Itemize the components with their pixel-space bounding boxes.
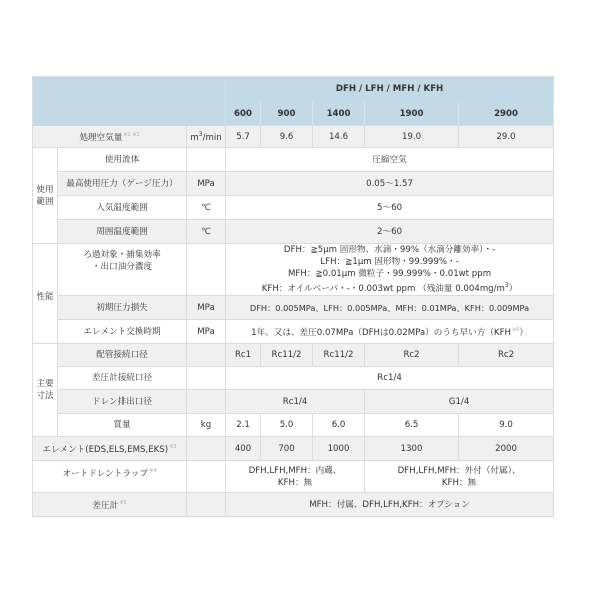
element-unit xyxy=(187,437,226,461)
mass-2900: 9.0 xyxy=(459,414,554,437)
flow-1400: 14.6 xyxy=(313,126,365,148)
inlet-temp-label: 入気温度範囲 xyxy=(58,196,187,220)
element-900: 700 xyxy=(261,437,313,461)
flow-600: 5.7 xyxy=(226,126,261,148)
row-fluid xyxy=(33,148,554,172)
diff-gauge-unit xyxy=(187,493,226,517)
row-element xyxy=(33,437,554,461)
gauge-port-label: 差圧計接続口径 xyxy=(58,367,187,390)
group-usage: 使用範囲 xyxy=(33,148,58,244)
row-inlet-temp xyxy=(33,196,554,220)
row-diff-gauge xyxy=(33,493,554,517)
initial-loss-unit: MPa xyxy=(187,296,226,320)
pipe-1400: Rc11/2 xyxy=(313,344,365,367)
row-auto-drain xyxy=(33,461,554,493)
mass-1400: 6.0 xyxy=(313,414,365,437)
mass-600: 2.1 xyxy=(226,414,261,437)
model-2900: 2900 xyxy=(459,102,554,126)
element-replace-value: 1年、又は、差圧0.07MPa（DFHは0.02MPa）のうち早い方（KFH$^{※6}$） xyxy=(226,320,554,344)
auto-drain-label: オートドレントラップ$^{※4}$ xyxy=(33,461,187,493)
element-2900: 2000 xyxy=(459,437,554,461)
model-600: 600 xyxy=(226,102,261,126)
mass-1900: 6.5 xyxy=(365,414,459,437)
series-title: DFH / LFH / MFH / KFH xyxy=(226,77,554,102)
diff-gauge-label: 差圧計$^{※5}$ xyxy=(33,493,187,517)
element-600: 400 xyxy=(226,437,261,461)
drain-port-label: ドレン排出口径 xyxy=(58,390,187,414)
row-max-pressure xyxy=(33,172,554,196)
auto-drain-large: DFH,LFH,MFH：外付（付属）、 KFH：無 xyxy=(365,461,554,493)
group-dimensions: 主要寸法 xyxy=(33,344,58,437)
header-blank xyxy=(33,77,226,126)
flow-notes: ※1 ※2 xyxy=(123,132,140,139)
drain-port-unit xyxy=(187,390,226,414)
filtration-unit xyxy=(187,244,226,296)
pipe-1900: Rc2 xyxy=(365,344,459,367)
element-1900: 1300 xyxy=(365,437,459,461)
row-gauge-port xyxy=(33,367,554,390)
ambient-temp-label: 周囲温度範囲 xyxy=(58,220,187,244)
row-ambient-temp xyxy=(33,220,554,244)
pipe-unit xyxy=(187,344,226,367)
row-drain-port xyxy=(33,390,554,414)
row-initial-loss xyxy=(33,296,554,320)
flow-2900: 29.0 xyxy=(459,126,554,148)
element-1400: 1000 xyxy=(313,437,365,461)
element-replace-unit: MPa xyxy=(187,320,226,344)
filtration-value: DFH：≧5μm 固形物、水滴・99%（水滴分離効率）・- LFH：≧1μm 固形物・99.999%・- MFH：≧0.01μm 微粒子・99.999%・0.01wt ppm KFH：オイルベーパ・-・0.003wt ppm （残油量 $0.004mg/m^3$） xyxy=(226,244,554,296)
flow-label: 処理空気量$^{※1 ※2}$ xyxy=(33,126,187,148)
inlet-temp-value: 5～60 xyxy=(226,196,554,220)
row-element-replace xyxy=(33,320,554,344)
pipe-900: Rc11/2 xyxy=(261,344,313,367)
ambient-temp-value: 2～60 xyxy=(226,220,554,244)
gauge-port-value: Rc1/4 xyxy=(226,367,554,390)
drain-port-large: G1/4 xyxy=(365,390,554,414)
mass-label: 質量 xyxy=(58,414,187,437)
ambient-temp-unit: ℃ xyxy=(187,220,226,244)
pipe-label: 配管接続口径 xyxy=(58,344,187,367)
model-1900: 1900 xyxy=(365,102,459,126)
filtration-label: ろ過対象・捕集効率 ・出口油分濃度 xyxy=(58,244,187,296)
diff-gauge-value: MFH：付属、DFH,LFH,KFH：オプション xyxy=(226,493,554,517)
mass-unit: kg xyxy=(187,414,226,437)
row-filtration xyxy=(33,244,554,296)
model-1400: 1400 xyxy=(313,102,365,126)
mass-900: 5.0 xyxy=(261,414,313,437)
group-performance: 性能 xyxy=(33,244,58,344)
flow-unit: $m^3/\min$ xyxy=(187,126,226,148)
fluid-label: 使用流体 xyxy=(58,148,187,172)
spec-table xyxy=(32,76,554,517)
drain-port-small: Rc1/4 xyxy=(226,390,365,414)
fluid-unit xyxy=(187,148,226,172)
initial-loss-label: 初期圧力損失 xyxy=(58,296,187,320)
max-pressure-label: 最高使用圧力（ゲージ圧力） xyxy=(58,172,187,196)
auto-drain-small: DFH,LFH,MFH：内蔵、 KFH：無 xyxy=(226,461,365,493)
max-pressure-unit: MPa xyxy=(187,172,226,196)
pipe-600: Rc1 xyxy=(226,344,261,367)
flow-1900: 19.0 xyxy=(365,126,459,148)
model-900: 900 xyxy=(261,102,313,126)
element-label: エレメント(EDS,ELS,EMS,EKS)$^{※3}$ xyxy=(33,437,187,461)
max-pressure-value: 0.05～1.57 xyxy=(226,172,554,196)
flow-900: 9.6 xyxy=(261,126,313,148)
element-replace-label: エレメント交換時期 xyxy=(58,320,187,344)
row-mass xyxy=(33,414,554,437)
auto-drain-unit xyxy=(187,461,226,493)
gauge-port-unit xyxy=(187,367,226,390)
initial-loss-value: DFH：0.005MPa、LFH：0.005MPa、MFH：0.01MPa、KFH：0.009MPa xyxy=(226,296,554,320)
inlet-temp-unit: ℃ xyxy=(187,196,226,220)
fluid-value: 圧縮空気 xyxy=(226,148,554,172)
header-row-series xyxy=(33,77,554,102)
row-pipe xyxy=(33,344,554,367)
row-flow xyxy=(33,126,554,148)
pipe-2900: Rc2 xyxy=(459,344,554,367)
